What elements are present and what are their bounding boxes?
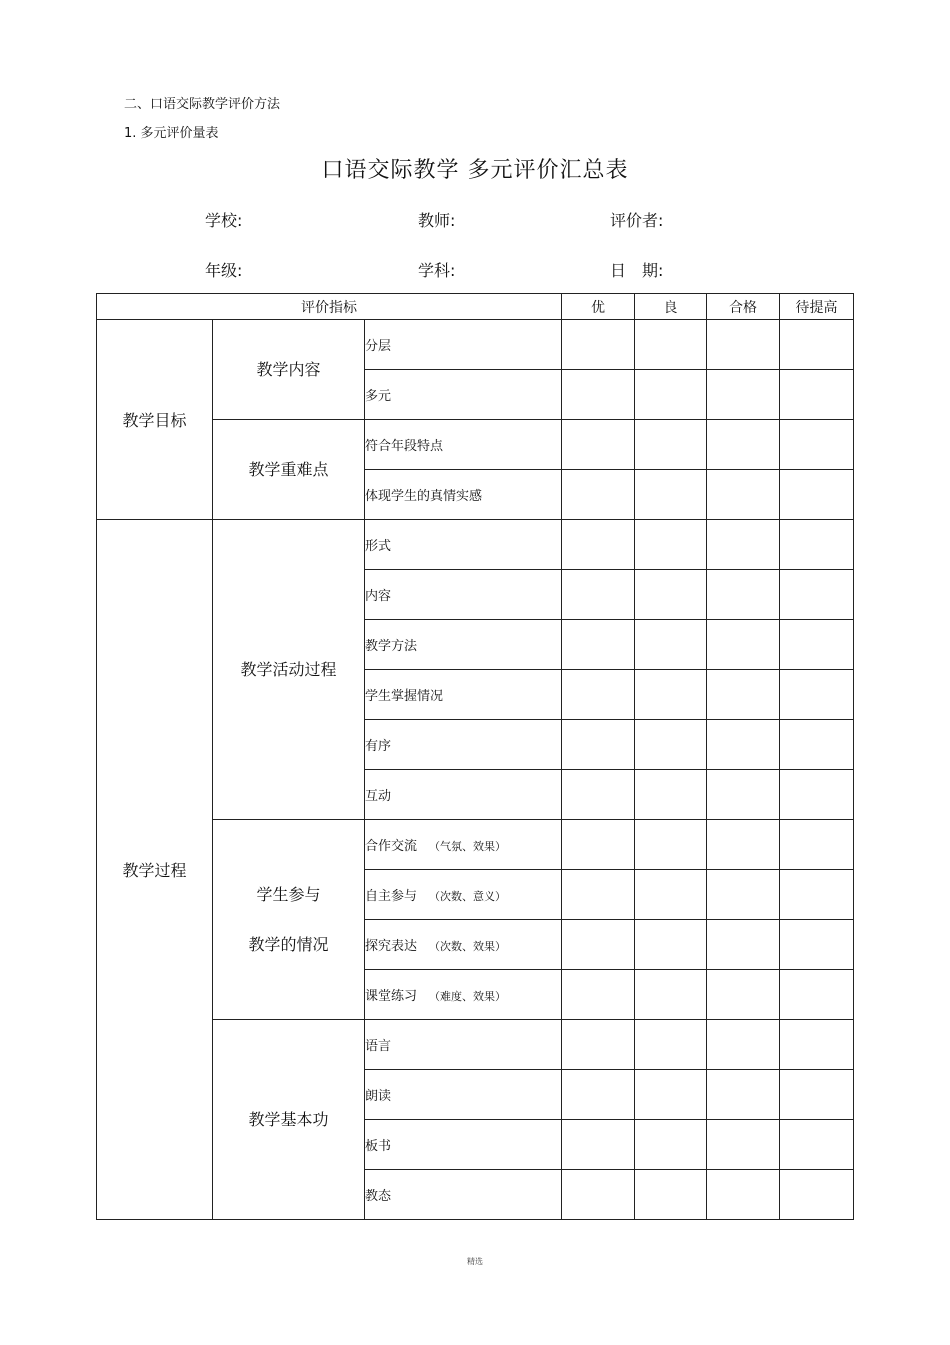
indicator-cell xyxy=(365,820,562,870)
score-cell-excellent[interactable] xyxy=(562,620,635,670)
indicator-cell xyxy=(365,670,562,720)
score-cell-improve[interactable] xyxy=(780,870,854,920)
score-cell-pass[interactable] xyxy=(707,620,780,670)
indicator-label: 自主参与 xyxy=(365,889,418,904)
score-cell-pass[interactable] xyxy=(707,870,780,920)
indicator-label: 学生掌握情况 xyxy=(365,689,444,704)
indicator-cell xyxy=(365,470,562,520)
indicator-note: （次数、效果） xyxy=(429,940,507,953)
score-cell-improve[interactable] xyxy=(780,820,854,870)
score-cell-good[interactable] xyxy=(635,1070,707,1120)
indicator-cell xyxy=(365,420,562,470)
score-cell-good[interactable] xyxy=(635,1020,707,1070)
indicator-cell xyxy=(365,520,562,570)
score-cell-improve[interactable] xyxy=(780,670,854,720)
score-cell-good[interactable] xyxy=(635,920,707,970)
score-cell-good[interactable] xyxy=(635,370,707,420)
indicator-label: 体现学生的真情实感 xyxy=(365,489,483,504)
score-cell-pass[interactable] xyxy=(707,1170,780,1220)
score-cell-pass[interactable] xyxy=(707,1070,780,1120)
indicator-cell xyxy=(365,370,562,420)
score-cell-good[interactable] xyxy=(635,770,707,820)
score-cell-excellent[interactable] xyxy=(562,870,635,920)
header-good: 良 xyxy=(635,294,707,320)
score-cell-pass[interactable] xyxy=(707,970,780,1020)
subcategory-label: 教学活动过程 xyxy=(240,659,337,679)
indicator-cell xyxy=(365,970,562,1020)
subcategory-teaching-activity xyxy=(213,520,365,820)
score-cell-good[interactable] xyxy=(635,520,707,570)
score-cell-pass[interactable] xyxy=(707,570,780,620)
score-cell-improve[interactable] xyxy=(780,570,854,620)
subcategory-key-points xyxy=(213,420,365,520)
score-cell-improve[interactable] xyxy=(780,320,854,370)
indicator-cell xyxy=(365,720,562,770)
score-cell-good[interactable] xyxy=(635,870,707,920)
score-cell-excellent[interactable] xyxy=(562,720,635,770)
score-cell-improve[interactable] xyxy=(780,620,854,670)
indicator-label: 教学方法 xyxy=(365,639,418,654)
score-cell-excellent[interactable] xyxy=(562,970,635,1020)
subject-label: 学科: xyxy=(418,261,456,280)
score-cell-excellent[interactable] xyxy=(562,370,635,420)
indicator-label: 形式 xyxy=(365,539,392,554)
score-cell-excellent[interactable] xyxy=(562,1170,635,1220)
score-cell-pass[interactable] xyxy=(707,720,780,770)
score-cell-good[interactable] xyxy=(635,820,707,870)
header-indicator: 评价指标 xyxy=(97,294,562,320)
indicator-note: （难度、效果） xyxy=(429,990,507,1003)
score-cell-excellent[interactable] xyxy=(562,570,635,620)
score-cell-good[interactable] xyxy=(635,1170,707,1220)
score-cell-excellent[interactable] xyxy=(562,1120,635,1170)
score-cell-good[interactable] xyxy=(635,420,707,470)
score-cell-good[interactable] xyxy=(635,1120,707,1170)
indicator-label: 语言 xyxy=(365,1039,392,1054)
subcategory-teaching-content xyxy=(213,320,365,420)
score-cell-improve[interactable] xyxy=(780,420,854,470)
subcategory-basic-skills xyxy=(213,1020,365,1220)
score-cell-good[interactable] xyxy=(635,670,707,720)
subcategory-student-participation xyxy=(213,820,365,1020)
score-cell-improve[interactable] xyxy=(780,520,854,570)
score-cell-pass[interactable] xyxy=(707,820,780,870)
indicator-cell xyxy=(365,920,562,970)
score-cell-improve[interactable] xyxy=(780,970,854,1020)
subcategory-label: 教学重难点 xyxy=(248,459,329,479)
score-cell-improve[interactable] xyxy=(780,1120,854,1170)
indicator-cell xyxy=(365,870,562,920)
score-cell-improve[interactable] xyxy=(780,1070,854,1120)
table-row xyxy=(97,320,854,370)
score-cell-pass[interactable] xyxy=(707,1120,780,1170)
score-cell-excellent[interactable] xyxy=(562,1070,635,1120)
subcategory-label: 教学内容 xyxy=(256,359,321,379)
score-cell-pass[interactable] xyxy=(707,470,780,520)
score-cell-pass[interactable] xyxy=(707,920,780,970)
indicator-note: （次数、意义） xyxy=(429,890,507,903)
table-row xyxy=(97,520,854,570)
header-excellent: 优 xyxy=(562,294,635,320)
score-cell-pass[interactable] xyxy=(707,370,780,420)
score-cell-pass[interactable] xyxy=(707,420,780,470)
header-pass: 合格 xyxy=(707,294,780,320)
indicator-cell xyxy=(365,620,562,670)
score-cell-excellent[interactable] xyxy=(562,670,635,720)
indicator-label: 分层 xyxy=(365,339,392,354)
category-teaching-process: 教学过程 xyxy=(97,520,213,1220)
score-cell-improve[interactable] xyxy=(780,770,854,820)
indicator-label: 课堂练习 xyxy=(365,989,418,1004)
evaluation-table xyxy=(96,293,854,1220)
indicator-cell xyxy=(365,320,562,370)
subcategory-label: 学生参与 xyxy=(256,884,321,904)
score-cell-excellent[interactable] xyxy=(562,520,635,570)
sub-heading: 1. 多元评价量表 xyxy=(124,126,219,141)
score-cell-excellent[interactable] xyxy=(562,420,635,470)
indicator-note: （气氛、效果） xyxy=(429,840,507,853)
score-cell-improve[interactable] xyxy=(780,470,854,520)
indicator-label: 朗读 xyxy=(365,1089,392,1104)
indicator-label: 探究表达 xyxy=(365,939,418,954)
score-cell-improve[interactable] xyxy=(780,720,854,770)
indicator-cell xyxy=(365,1070,562,1120)
indicator-cell xyxy=(365,770,562,820)
section-heading: 二、口语交际教学评价方法 xyxy=(124,97,281,112)
indicator-label: 合作交流 xyxy=(365,839,418,854)
score-cell-excellent[interactable] xyxy=(562,820,635,870)
indicator-label: 教态 xyxy=(365,1189,392,1204)
grade-label: 年级: xyxy=(205,261,243,280)
score-cell-excellent[interactable] xyxy=(562,470,635,520)
indicator-cell xyxy=(365,1120,562,1170)
evaluator-label: 评价者: xyxy=(610,211,664,230)
score-cell-good[interactable] xyxy=(635,320,707,370)
score-cell-pass[interactable] xyxy=(707,770,780,820)
score-cell-pass[interactable] xyxy=(707,670,780,720)
indicator-label: 板书 xyxy=(365,1139,392,1154)
score-cell-good[interactable] xyxy=(635,970,707,1020)
footer-label: 精选 xyxy=(467,1257,483,1266)
header-improve: 待提高 xyxy=(780,294,854,320)
score-cell-good[interactable] xyxy=(635,570,707,620)
indicator-label: 内容 xyxy=(365,589,392,604)
indicator-label: 有序 xyxy=(365,739,392,754)
indicator-cell xyxy=(365,1170,562,1220)
score-cell-good[interactable] xyxy=(635,620,707,670)
score-cell-improve[interactable] xyxy=(780,1170,854,1220)
page-title: 口语交际教学 多元评价汇总表 xyxy=(321,158,629,183)
score-cell-good[interactable] xyxy=(635,720,707,770)
indicator-cell xyxy=(365,1020,562,1070)
indicator-label: 符合年段特点 xyxy=(365,439,444,454)
score-cell-improve[interactable] xyxy=(780,1020,854,1070)
school-label: 学校: xyxy=(205,211,243,230)
indicator-label: 多元 xyxy=(365,389,392,404)
subcategory-label: 教学的情况 xyxy=(248,934,329,954)
score-cell-pass[interactable] xyxy=(707,1020,780,1070)
score-cell-excellent[interactable] xyxy=(562,1020,635,1070)
teacher-label: 教师: xyxy=(418,211,456,230)
subcategory-label: 教学基本功 xyxy=(248,1109,329,1129)
score-cell-improve[interactable] xyxy=(780,370,854,420)
score-cell-excellent[interactable] xyxy=(562,320,635,370)
score-cell-excellent[interactable] xyxy=(562,920,635,970)
score-cell-pass[interactable] xyxy=(707,320,780,370)
indicator-cell xyxy=(365,570,562,620)
score-cell-pass[interactable] xyxy=(707,520,780,570)
date-label: 日 期: xyxy=(610,261,664,280)
header-row xyxy=(97,294,854,320)
indicator-label: 互动 xyxy=(365,789,392,804)
score-cell-good[interactable] xyxy=(635,470,707,520)
score-cell-improve[interactable] xyxy=(780,920,854,970)
score-cell-excellent[interactable] xyxy=(562,770,635,820)
category-teaching-goal: 教学目标 xyxy=(97,320,213,520)
